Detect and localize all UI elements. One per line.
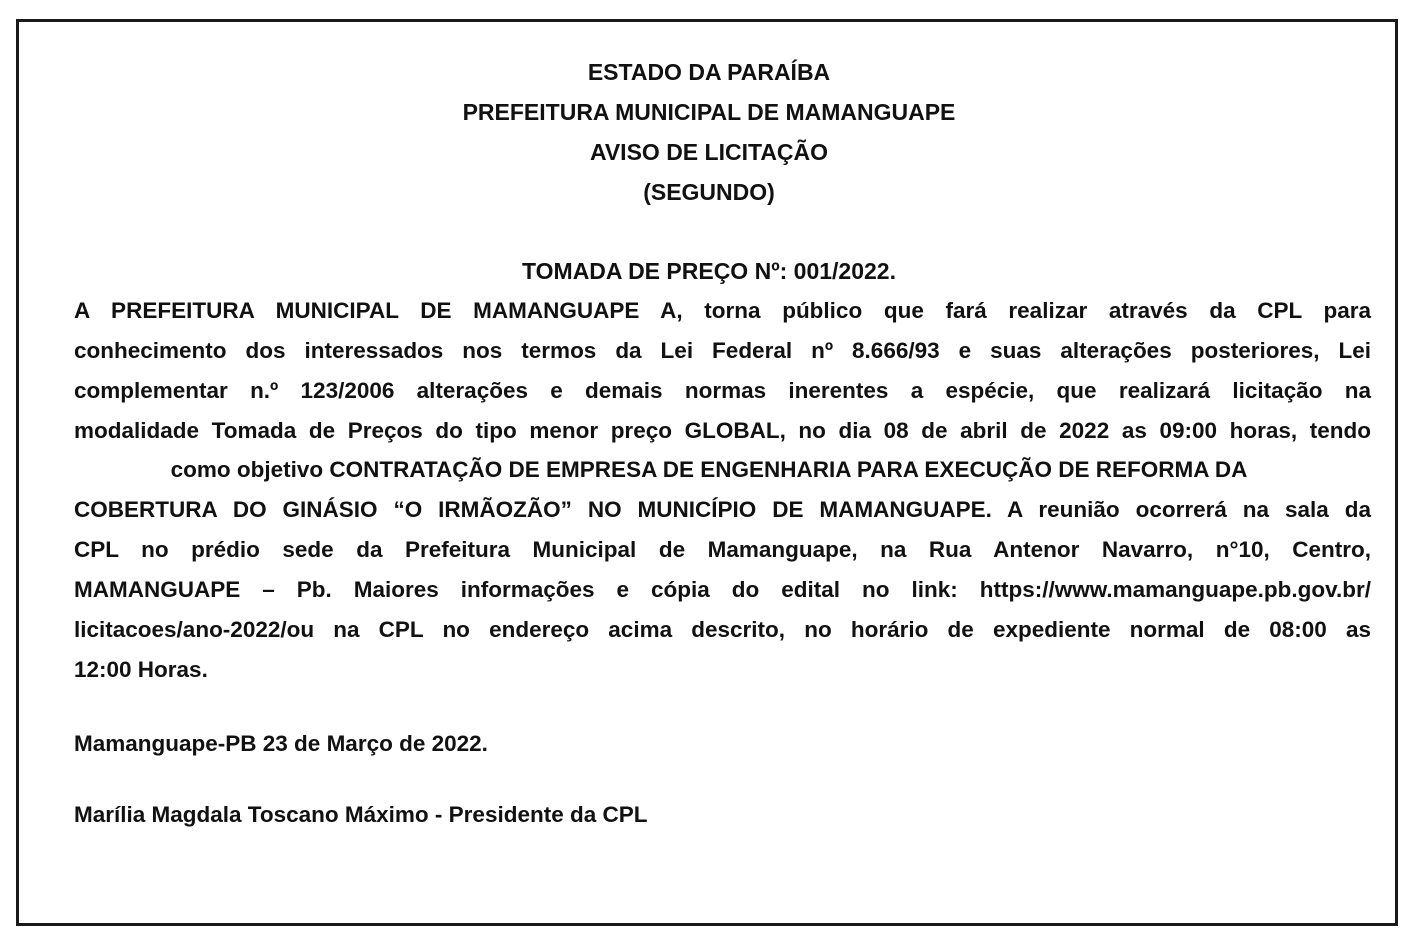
body-line: licitacoes/ano-2022/ou na CPL no endereço acima descrito, no horário de expediente normal de 08:00 as xyxy=(74,617,1371,642)
signature: Marília Magdala Toscano Máximo - Presidente da CPL xyxy=(74,802,648,827)
body-line: 12:00 Horas. xyxy=(74,657,208,682)
body-line: complementar n.º 123/2006 alterações e demais normas inerentes a espécie, que realizará licitação na xyxy=(74,378,1371,403)
header-city-hall: PREFEITURA MUNICIPAL DE MAMANGUAPE xyxy=(462,99,956,125)
process-title: TOMADA DE PREÇO Nº: 001/2022. xyxy=(522,258,896,284)
body-line: modalidade Tomada de Preços do tipo menor preço GLOBAL, no dia 08 de abril de 2022 as 09:00 horas, tendo xyxy=(74,418,1371,443)
body-line: como objetivo CONTRATAÇÃO DE EMPRESA DE ENGENHARIA PARA EXECUÇÃO DE REFORMA DA xyxy=(170,457,1248,482)
body-line: CPL no prédio sede da Prefeitura Municipal de Mamanguape, na Rua Antenor Navarro, n°10, Centro, xyxy=(74,537,1371,562)
header-sequence: (SEGUNDO) xyxy=(643,179,775,205)
body-line: COBERTURA DO GINÁSIO “O IRMÃOZÃO” NO MUNICÍPIO DE MAMANGUAPE. A reunião ocorrerá na sala da xyxy=(74,497,1371,522)
body-line: MAMANGUAPE – Pb. Maiores informações e cópia do edital no link: https://www.mamanguape.pb.gov.br/ xyxy=(74,577,1371,602)
date-line: Mamanguape-PB 23 de Março de 2022. xyxy=(74,731,488,756)
header-state: ESTADO DA PARAÍBA xyxy=(587,59,831,85)
header-notice: AVISO DE LICITAÇÃO xyxy=(589,139,829,165)
body-line: A PREFEITURA MUNICIPAL DE MAMANGUAPE A, torna público que fará realizar através da CPL para xyxy=(74,298,1371,323)
body-line: conhecimento dos interessados nos termos da Lei Federal nº 8.666/93 e suas alterações posteriores, Lei xyxy=(74,338,1371,363)
